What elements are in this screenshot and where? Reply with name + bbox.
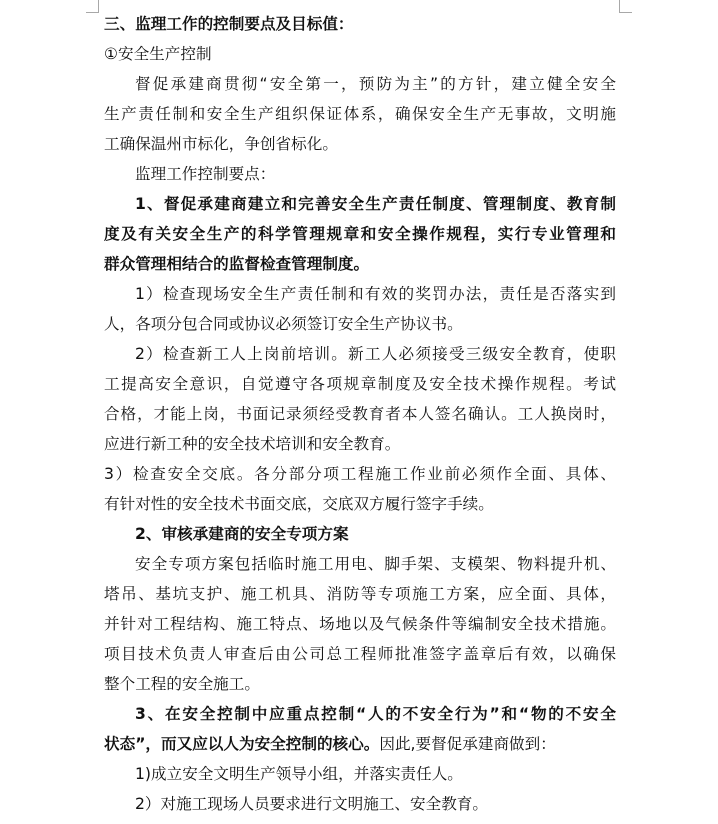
point-heading: 3、在安全控制中应重点控制“人的不安全行为”和“物的不安全	[135, 705, 616, 723]
subsection-heading: ①安全生产控制	[104, 45, 212, 63]
document-body	[104, 9, 616, 819]
bold-span: 状态”，而又应以人为安全控制的核心。	[104, 735, 380, 753]
paragraph-line: 人，各项分包合同或协议必须签订安全生产协议书。	[104, 315, 463, 333]
margin-corner-mark-left	[86, 0, 99, 13]
paragraph-line: 督促承建商贯彻“安全第一，预防为主”的方针，建立健全安全	[135, 75, 616, 93]
point-heading: 2、审核承建商的安全专项方案	[135, 525, 349, 543]
point-heading: 1、督促承建商建立和完善安全生产责任制度、管理制度、教育制	[135, 195, 616, 213]
normal-span: 因此,要督促承建商做到：	[379, 735, 556, 753]
point-heading: 群众管理相结合的监督检查管理制度。	[104, 255, 370, 273]
paragraph-line: 并针对工程结构、施工特点、场地以及气候条件等编制安全技术措施。	[104, 615, 616, 633]
paragraph-line: 1)成立安全文明生产领导小组，并落实责任人。	[135, 765, 463, 783]
point-heading: 度及有关安全生产的科学管理规章和安全操作规程，实行专业管理和	[104, 225, 616, 243]
paragraph-line: 工提高安全意识，自觉遵守各项规章制度及安全技术操作规程。考试	[104, 375, 616, 393]
margin-corner-mark-right	[619, 0, 632, 13]
paragraph-line: 安全专项方案包括临时施工用电、脚手架、支模架、物料提升机、	[135, 555, 616, 573]
section-heading: 三、监理工作的控制要点及目标值：	[104, 15, 354, 33]
paragraph-line-mixed	[104, 729, 616, 759]
paragraph-line: 1）检查现场安全生产责任制和有效的奖罚办法，责任是否落实到	[135, 285, 616, 303]
paragraph-line: 工确保温州市标化，争创省标化。	[104, 135, 338, 153]
paragraph-line: 合格，才能上岗，书面记录须经受教育者本人签名确认。工人换岗时，	[104, 405, 616, 423]
paragraph-line: 监理工作控制要点：	[135, 165, 276, 183]
paragraph-line: 塔吊、基坑支护、施工机具、消防等专项施工方案，应全面、具体，	[104, 585, 616, 603]
paragraph-line: 2）检查新工人上岗前培训。新工人必须接受三级安全教育，使职	[135, 345, 616, 363]
paragraph-line: 项目技术负责人审查后由公司总工程师批准签字盖章后有效，以确保	[104, 645, 616, 663]
paragraph-line: 2）对施工现场人员要求进行文明施工、安全教育。	[135, 795, 488, 813]
paragraph-line: 生产责任制和安全生产组织保证体系，确保安全生产无事故，文明施	[104, 105, 616, 123]
paragraph-line: 应进行新工种的安全技术培训和安全教育。	[104, 435, 401, 453]
paragraph-line: 有针对性的安全技术书面交底，交底双方履行签字手续。	[104, 495, 494, 513]
paragraph-line: 3）检查安全交底。各分部分项工程施工作业前必须作全面、具体、	[104, 465, 616, 483]
paragraph-line: 整个工程的安全施工。	[104, 675, 260, 693]
